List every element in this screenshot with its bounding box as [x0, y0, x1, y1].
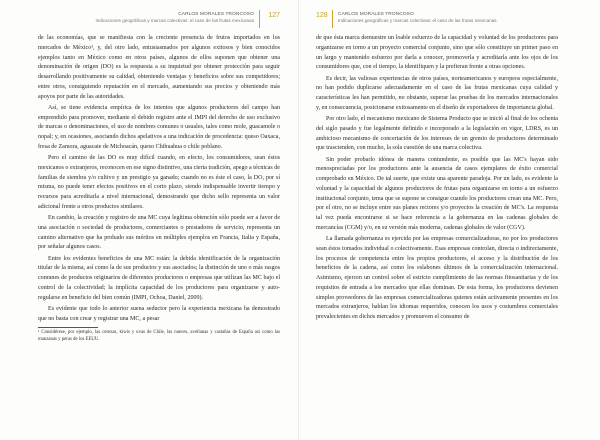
left-paragraph-2: Así, se tiene evidencia empírica de los intentos que algunos productores del campo han emprendido para promover, mediante el debido registro ante el IMPI del derecho de uso exclusivo de marcas o denominaciones, el uso de nombres comunes o usuales, tales como mole, guacamole o nopal; y, en ocasiones, asociando dichos apelativos a una indicación de procedencia: queso Oaxaca, fresa de Zamora, aguacate de Michoacán, queso Chihuahua o chile poblano. [38, 104, 280, 150]
right-page-number: 128 [316, 12, 328, 19]
left-page-number: 127 [268, 12, 280, 19]
left-page [0, 0, 290, 440]
left-paragraph-6: Es evidente que todo lo anterior suena seductor pero la experiencia mexicana ha demostrado que no basta con crear y registrar una MC, a pesar [38, 305, 280, 322]
left-paragraph-3: Pero el camino de las DO es muy difícil cuando, en efecto, los consumidores, sean éstos mexicanos o extranjeros, reconocen en ese signo distintivo, una cierta tradición, apego a técnicas de familias de siembra y/o cultivo y un prestigio ya ganado; cuando no es éste el caso, la DO, por sí misma, no puede tener efectos positivos en el corto plazo, siendo indispensable invertir tiempo y recursos para acreditarla a nivel internacional, demostrando que dicho sello representa un valor adicional frente a otros productos similares. [38, 155, 280, 210]
footnote-divider [38, 327, 98, 328]
left-header-subtitle: Indicaciones geográficas y marcas colectivas: el caso de las frutas mexicanas [95, 18, 254, 23]
right-header-text [338, 12, 497, 23]
footnote: ¹ Considérese, por ejemplo, las cerezas, kiwis y uvas de Chile, las nueces, avellanas y castañas de España así como las manzanas y peras de los EEUU. [38, 330, 280, 342]
left-header-text [95, 12, 254, 23]
right-body-text [316, 34, 558, 323]
book-gutter [298, 0, 299, 440]
right-header-author: CARLOS MORALES TRONCOSO [338, 12, 414, 17]
right-paragraph-2: Es decir, las valiosas experiencias de otros países, norteamericanos y europeos especialmente, no han podido duplicarse adecuadamente en el caso de las frutas mexicanas cuya calidad y características les han permitido, no obstante, superar las pruebas de los mercados internacionales y, en consecuencia, posicionarse exitosamente en el diseño de exportadores de importancia global. [316, 75, 558, 111]
left-header-separator [259, 10, 260, 28]
left-body-text [38, 34, 280, 324]
left-paragraph-4: En cambio, la creación y registro de una MC cuya legítima obtención sólo puede ser a favor de una asociación o sociedad de productores, comerciantes o prestadores de servicio, representa un camino alternativo que ha probado sus méritos en múltiples ejemplos en Francia, Italia y España, por señalar algunos casos. [38, 215, 280, 251]
right-paragraph-4: Sin poder probarlo idónea de manera contundente, es posible que las MC's hayan sido menospreciadas por los productores ante la ausencia de casos ejemplares de éxito comercial comprobado en México. De tal suerte, que existe una aparente paradoja. Por un lado, es evidente la voluntad y la capacidad de algunos productores de frutas para organizarse en torno a un esfuerzo institucional conjunto, tema que se supone se consigue cuando los productores crean una MC. Pero, por el otro, no se incluye entre sus planes rectores y/o proyectos la creación de MC's. La respuesta tal vez pueda encontrarse si se hace referencia a la gobernanza en las cadenas globales de mercancías (CGM) y/o, en su versión más moderna, cadenas globales de valor (CGV). [316, 156, 558, 231]
right-page [302, 0, 592, 440]
right-running-header [316, 12, 558, 34]
left-paragraph-5: Entre los evidentes beneficios de una MC están: la debida identificación de la organización titular de la misma, así como la de sus productos y sus asociados; la distinción de uno o más rasgos comunes de productos originarios de diferentes productores o empresas que utilizan las MC bajo el control de la colectividad; la implícita capacidad de los productores para organizarse y auto-regularse en beneficio del bien común (IMPI, Ochoa, Daniel, 2009). [38, 255, 280, 301]
right-paragraph-5: La llamada gobernanza es ejercida por las empresas comercializadoras, no por los productores sean éstos tomados individual o colectivamente. Esas empresas controlan, directa o indirectamente, los procesos de competencia entre los propios productores, el acceso y la distribución de los beneficios de la cadena, así como los eslabones últimos de la comercialización internacional. Asimismo, ejercen un control sobre el estricto cumplimiento de las normas fitosanitarias y de los requisitos de entrada a los mercados que ellas dominan. De esta forma, los productores devienen simples proveedores de las empresas comercializadoras quienes están activamente presentes en los mercados extranjeros, hablan los idiomas requeridos, conocen los usos y costumbres comerciales prevalecientes en dichos mercados y promueven el consumo de [316, 236, 558, 320]
right-paragraph-1: de que ésta marca demuestre un loable esfuerzo de la capacidad y voluntad de los productores para organizarse en torno a un proyecto comercial conjunto, sino que sólo constituye un primer paso en un largo y mantenido esfuerzo por darla a conocer, promoverla y acreditarla ante los ojos de los consumidores que, con el tiempo, la identifiquen y la prefieran frente a otras opciones. [316, 35, 558, 71]
right-paragraph-3: Por otro lado, el mecanismo mexicano de Sistema Producto que se inició al final de los ochenta del siglo pasado y fue legalmente definido e incorporado a la legislación en vigor, LDRS, es un ambicioso mecanismo de concertación de los intereses de un gremio de productores determinado que trascienden, con mucho, la sola cuestión de una marca colectiva. [316, 116, 558, 152]
right-header-subtitle: Indicaciones geográficas y marcas colectivas: el caso de las frutas mexicanas [338, 18, 497, 23]
left-header-author: CARLOS MORALES TRONCOSO [178, 12, 254, 17]
left-running-header [38, 12, 280, 34]
right-header-separator [332, 10, 333, 28]
left-paragraph-1: de las economías, que se manifiesta con la creciente presencia de frutos importados en los mercados de México¹, y, del otro lado, entusiasmados por algunos exitosos y bien conocidos ejemplos tanto en México como en otros países, algunos de ellos suponen que obtener una denominación de origen (DO) es la respuesta a su inquietud por obtener protección para seguir desarrollando positivamente su calidad, obteniendo ventajas y beneficios sobre sus competidores; entre otros, consiguiendo reputación en el mercado, aumentando sus precios y obteniendo más apoyos por parte de las autoridades. [38, 35, 280, 100]
